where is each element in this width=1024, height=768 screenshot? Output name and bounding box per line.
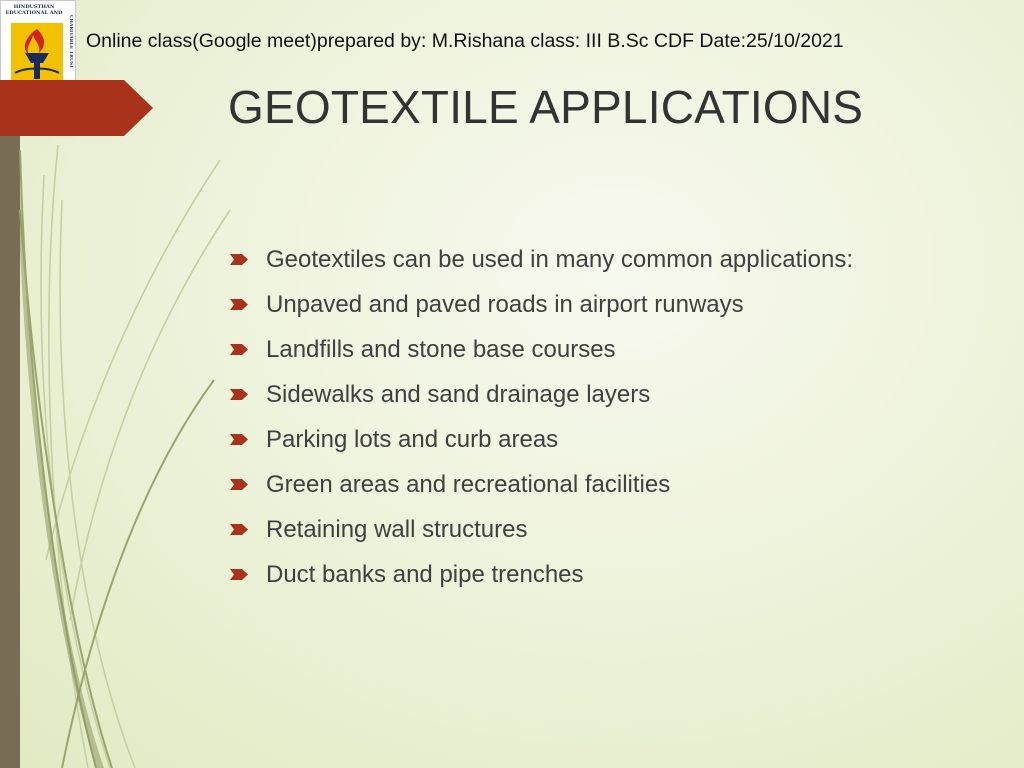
class-info-header: Online class(Google meet)prepared by: M.Rishana class: III B.Sc CDF Date:25/10/2021 <box>86 30 844 52</box>
bullet-item <box>228 289 868 320</box>
bullet-text: Geotextiles can be used in many common applications: <box>266 246 853 273</box>
torch-emblem-icon <box>11 23 63 85</box>
bullet-item <box>228 244 868 275</box>
logo-top-text: HINDUSTHAN EDUCATIONAL AND <box>5 4 63 16</box>
pennant-arrow-icon <box>230 434 248 445</box>
bullet-text: Unpaved and paved roads in airport runways <box>266 291 744 318</box>
pennant-arrow-icon <box>230 524 248 535</box>
slide-title: GEOTEXTILE APPLICATIONS <box>228 81 864 133</box>
bullet-item <box>228 334 868 365</box>
bullet-item <box>228 559 868 590</box>
bullet-item <box>228 469 868 500</box>
bullet-item <box>228 424 868 455</box>
pennant-arrow-icon <box>230 344 248 355</box>
pennant-arrow-icon <box>230 389 248 400</box>
bullet-text: Sidewalks and sand drainage layers <box>266 381 651 408</box>
pennant-arrow-icon <box>230 254 248 265</box>
logo-side-text: CHARITABLE TRUST <box>68 15 73 69</box>
bullet-text: Duct banks and pipe trenches <box>266 561 584 588</box>
bullet-item <box>228 379 868 410</box>
pennant-arrow-icon <box>230 569 248 580</box>
bullet-text: Landfills and stone base courses <box>266 336 616 363</box>
bullet-text: Retaining wall structures <box>266 516 528 543</box>
bullet-list <box>228 244 868 604</box>
title-arrow-band <box>0 80 153 136</box>
pennant-arrow-icon <box>230 299 248 310</box>
bullet-text: Green areas and recreational facilities <box>266 471 671 498</box>
pennant-arrow-icon <box>230 479 248 490</box>
bullet-item <box>228 514 868 545</box>
bullet-text: Parking lots and curb areas <box>266 426 559 453</box>
